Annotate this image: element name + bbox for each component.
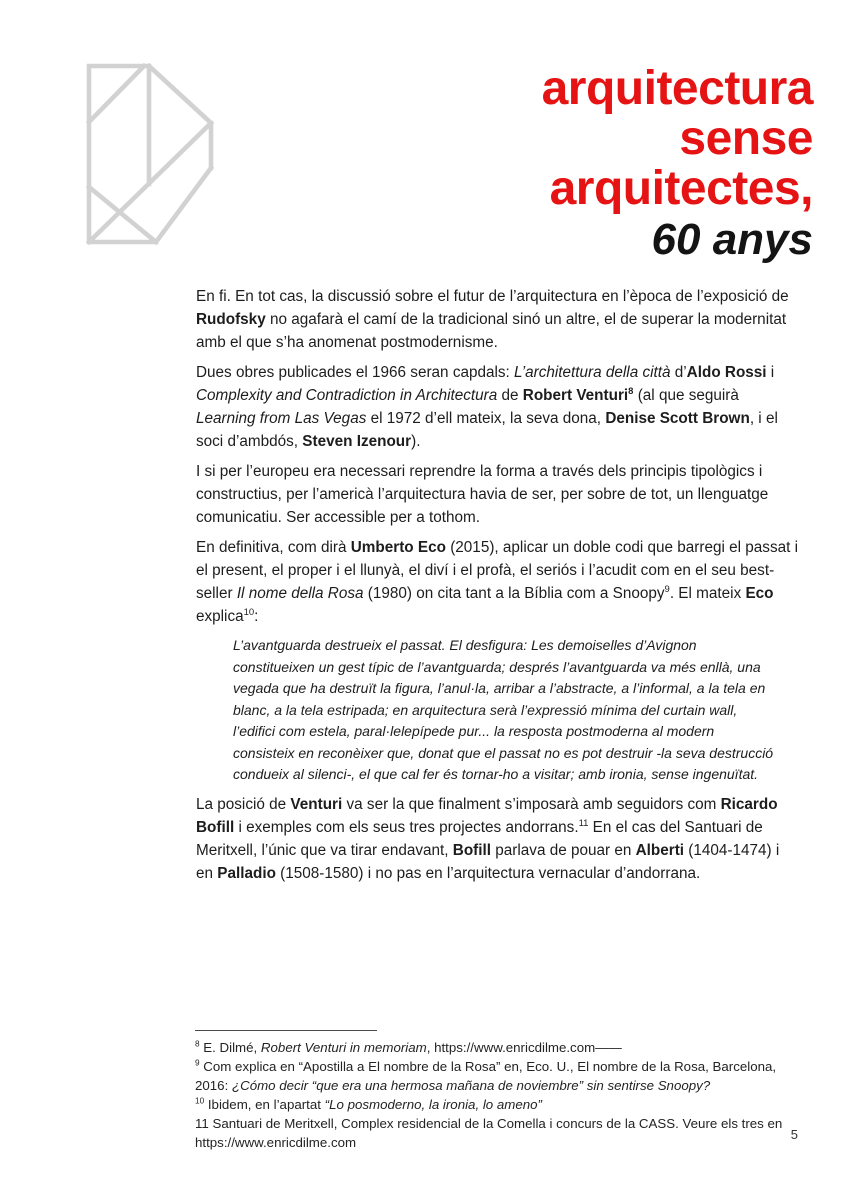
title-line: arquitectura	[541, 62, 813, 115]
footnote	[195, 1057, 809, 1095]
text-run: 10	[243, 606, 255, 618]
text-run: i exemples com els seus tres projectes andorrans.	[234, 818, 579, 836]
blockquote	[233, 635, 774, 786]
text-run: Aldo Rossi	[686, 364, 767, 381]
text-run: En el cas del Santuari de Meritxell, l’únic que va tirar endavant,	[196, 818, 763, 859]
footnote	[195, 1095, 809, 1114]
text-run: La posició de	[196, 795, 291, 813]
text-run: Palladio	[217, 864, 276, 882]
text-run: d’	[670, 364, 687, 381]
text-run: explica	[196, 608, 244, 625]
text-run: 9	[195, 1058, 200, 1068]
text-run: E. Dilmé,	[199, 1040, 261, 1055]
text-run: :	[254, 608, 259, 625]
text-run: (1404-1474) i en	[196, 841, 780, 882]
text-run: . El mateix	[669, 585, 746, 602]
footnote	[195, 1114, 809, 1152]
text-run: En definitiva, com dirà	[196, 539, 351, 556]
footnote	[195, 1038, 809, 1057]
text-run: I si per l’europeu era necessari reprendre la forma a través dels principis tipològics i constructius, per l’americà l’arquitectura havia de ser, per sobre de tot, un llenguatge comunicatiu. Ser accessible per a tothom.	[196, 463, 769, 526]
text-run: Rudofsky	[196, 311, 266, 328]
text-run: Ibidem, en l’apartat	[204, 1097, 325, 1112]
text-run: 10	[195, 1096, 205, 1106]
title-subtitle: 60 anys	[651, 215, 813, 264]
text-run: i	[766, 364, 775, 381]
title-block	[542, 64, 813, 266]
text-run: Steven Izenour	[302, 433, 412, 450]
text-run: L’avantguarda destrueix el passat. El desfigura: Les demoiselles d’Avignon constitueixen un gest típic de l’avantguarda; després l’avantguarda va més enllà, una vegada que ha destruït la figura, l’anul·la, arribar a l’abstracte, a l’informal, a la tela en blanc, a la tela estripada; en arquitectura serà l’expressió mínima del curtain wall, l’edifici com estela, paral·lelepípede pur... la resposta postmoderna al modern consisteix en reconèixer que, donat que el passat no es pot destruir -la seva destrucció condueix al silenci-, el que cal fer és tornar-ho a visitar; amb ironia, sense ingenuïtat.	[233, 637, 774, 782]
text-run: 8	[628, 385, 634, 397]
footnote-separator	[195, 1030, 377, 1031]
text-run: L’architettura della città	[514, 364, 671, 381]
body-paragraph	[196, 285, 798, 354]
text-run: , i el soci d’ambdós,	[196, 410, 778, 450]
text-run: 9	[664, 583, 670, 595]
title-lines	[542, 64, 813, 214]
body-paragraph	[196, 361, 798, 453]
text-run: ¿Cómo decir “que era una hermosa mañana de noviembre” sin sentirse Snoopy?	[231, 1078, 711, 1093]
text-run: parlava de pouar en	[491, 841, 636, 859]
text-run: “Lo posmoderno, la ironia, lo ameno”	[324, 1097, 542, 1112]
text-run: 11 Santuari de Meritxell, Complex residencial de la Comella i concurs de la CASS. Veure els tres en https://www.enricdilme.com	[195, 1116, 783, 1150]
text-run: Dues obres publicades el 1966 seran capdals:	[196, 364, 515, 381]
text-run: Robert Venturi in memoriam	[260, 1040, 427, 1055]
footnotes	[195, 1030, 809, 1152]
title-line: sense	[679, 112, 813, 165]
body-paragraph	[196, 460, 798, 529]
text-run: (2015), aplicar un doble codi que barregi el passat i el present, el proper i el llunyà, el diví i el profà, el seriós i l’acudit com en el seu best-seller	[196, 539, 798, 602]
title-line: arquitectes,	[549, 162, 813, 215]
text-run: Il nome della Rosa	[236, 585, 364, 602]
text-run: ).	[411, 433, 421, 450]
text-run: Alberti	[635, 841, 685, 859]
text-run: Complexity and Contradiction in Architectura	[196, 387, 498, 404]
body-paragraph	[196, 793, 798, 885]
text-run: , https://www.enricdilme.com——	[426, 1040, 622, 1055]
text-run: Eco	[745, 585, 774, 602]
text-run: Denise Scott Brown	[605, 410, 750, 427]
text-run: va ser la que finalment s’imposarà amb seguidors com	[342, 795, 721, 813]
text-run: Learning from Las Vegas	[196, 410, 367, 427]
page-number: 5	[790, 1127, 798, 1142]
body-paragraph	[196, 536, 798, 628]
text-run: Ricardo Bofill	[196, 795, 778, 836]
text-run: En fi. En tot cas, la discussió sobre el futur de l’arquitectura en l’època de l’exposició de	[196, 288, 789, 305]
text-run: no agafarà el camí de la tradicional sinó un altre, el de superar la modernitat amb el que s’ha anomenat postmodernisme.	[196, 311, 787, 351]
text-run: Umberto Eco	[350, 539, 446, 556]
text-run: (1980) on cita tant a la Bíblia com a Snoopy	[363, 585, 665, 602]
text-run: (al que seguirà	[633, 387, 739, 404]
text-run: Robert Venturi	[522, 387, 629, 404]
text-run: 11	[578, 817, 589, 829]
text-run: Bofill	[452, 841, 492, 859]
text-run: Com explica en “Apostilla a El nombre de la Rosa” en, Eco. U., El nombre de la Rosa, Barcelona, 2016:	[195, 1059, 777, 1093]
text-run: Venturi	[290, 795, 343, 813]
text-run: el 1972 d’ell mateix, la seva dona,	[366, 410, 606, 427]
geometric-line-logo	[86, 63, 216, 247]
text-run: (1508-1580) i no pas en l’arquitectura vernacular d’andorrana.	[275, 864, 701, 882]
body-text	[196, 285, 798, 892]
footnotes-list	[195, 1038, 809, 1152]
text-run: 8	[195, 1039, 200, 1049]
text-run: de	[497, 387, 523, 404]
